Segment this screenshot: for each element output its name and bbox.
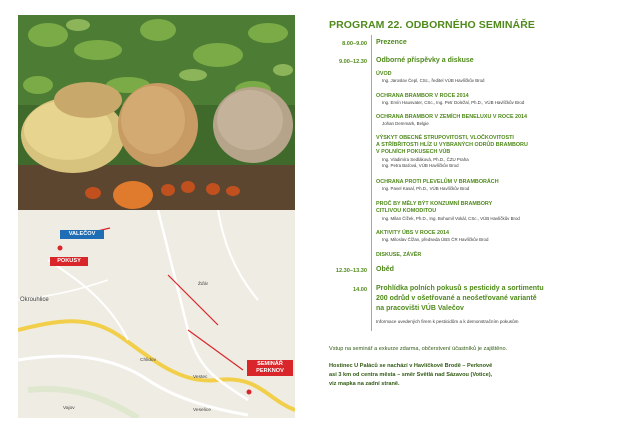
item-vyskyt-3: V POLNÍCH POKUSECH VÚB — [376, 149, 451, 155]
pokusy-tag: POKUSY — [50, 257, 88, 266]
heading-prohlidka-3: na pracovišti VÚB Valečov — [376, 305, 464, 312]
item-vyskyt-1: VÝSKYT OBECNÉ STRUPOVITOSTI, VLOČKOVITOSTI — [376, 135, 514, 141]
info-note: Informace uvedených firem k pesticidům a k demonstračním pokusům — [376, 319, 519, 324]
place-vestec: Vestec — [193, 375, 208, 380]
item-uvod-speaker: Ing. Jaroslav Čepl, CSc., ředitel VÚB Havlíčkův Brod — [382, 78, 485, 83]
place-zdarec: Žďár — [198, 282, 209, 287]
timeline-divider — [371, 35, 372, 331]
footer-line-3: asi 3 km od centra města – směr Světlá nad Sázavou (Votice), — [329, 372, 493, 378]
item-konzumni-speaker: Ing. Milan Čížek, Ph.D., Ing. Bohumil Vokál, CSc., VÚB Havlíčkův Brod — [382, 216, 520, 221]
time-1: 8.00–9.00 — [342, 41, 367, 47]
map-roads — [18, 210, 295, 418]
footer-line-2: Hostinec U Paláců se nachází v Havlíčkově Brodě – Perknově — [329, 363, 493, 369]
footer-line-4: viz mapka na zadní straně. — [329, 381, 400, 387]
heading-obed: Oběd — [376, 266, 394, 273]
heading-prispevky: Odborné příspěvky a diskuse — [376, 57, 474, 64]
footer-line-1: Vstup na seminář a exkurze zdarma, občerstvení účastníků je zajištěno. — [329, 346, 508, 352]
seminar-line1: SEMINÁŘ — [257, 361, 283, 367]
item-konzumni-2: CITLIVOU KOMODITOU — [376, 208, 437, 214]
item-vyskyt-2: A STŘÍBŘITOSTI HLÍZ U VYBRANÝCH ODRŮD BRAMBORU — [376, 142, 528, 148]
heading-prohlidka-2: 200 odrůd v ošetřované a neošetřované variantě — [376, 295, 537, 302]
potato-photo — [18, 15, 295, 210]
item-aktivity-speaker: Ing. Miloslav Čížan, předseda ÚBS ČR Havlíčkův Brod — [382, 237, 489, 242]
page-title: PROGRAM 22. ODBORNÉHO SEMINÁŘE — [329, 19, 536, 31]
item-ochrana-2014-speaker: Ing. Ervín Hausvater, CSc., Ing. Petr Doležal, Ph.D., VÚB Havlíčkův Brod — [382, 100, 525, 105]
item-uvod: ÚVOD — [376, 71, 392, 77]
location-map — [18, 210, 295, 418]
potato-illustration — [18, 15, 295, 210]
place-vajov: Vajov — [63, 406, 75, 411]
item-vyskyt-speaker-2: Ing. Petra Baťová, VÚB Havlíčkův Brod — [382, 163, 459, 168]
item-benelux: OCHRANA BRAMBOR V ZEMÍCH BENELUXU V ROCE 2014 — [376, 114, 528, 120]
item-ochrana-2014: OCHRANA BRAMBOR V ROCE 2014 — [376, 93, 469, 99]
time-4: 14.00 — [353, 287, 367, 293]
item-diskuse: DISKUSE, ZÁVĚR — [376, 252, 422, 258]
valecov-tag: VALEČOV — [60, 230, 104, 239]
pokusy-marker — [58, 246, 63, 251]
seminar-tag — [247, 360, 293, 376]
item-plevele: OCHRANA PROTI PLEVELŮM V BRAMBORÁCH — [376, 179, 499, 185]
seminar-line2: PERKNOV — [256, 368, 284, 374]
item-konzumni-1: PROČ BY MĚLY BÝT KONZUMNÍ BRAMBORY — [376, 201, 493, 207]
item-aktivity: AKTIVITY ÚBS V ROCE 2014 — [376, 230, 449, 236]
item-vyskyt-speaker-1: Ing. Vladimíra Sedláková, Ph.D., ČZU Praha — [382, 157, 469, 162]
place-veselice: Veselice — [193, 408, 211, 413]
item-benelux-speaker: Johan Demmark, Belgie — [382, 121, 429, 126]
time-2: 9.00–12.30 — [339, 59, 367, 65]
seminar-marker — [247, 390, 252, 395]
place-okrouhlice: Okrouhlice — [20, 297, 49, 303]
time-3: 12.30–13.30 — [335, 268, 367, 274]
item-plevele-speaker: Ing. Pavel Kasal, Ph.D., VÚB Havlíčkův Brod — [382, 186, 470, 191]
heading-prohlidka-1: Prohlídka polních pokusů s pesticidy a sortimentu — [376, 285, 544, 292]
place-chlidov: Chlidov — [140, 358, 156, 363]
heading-prezence: Prezence — [376, 39, 407, 46]
